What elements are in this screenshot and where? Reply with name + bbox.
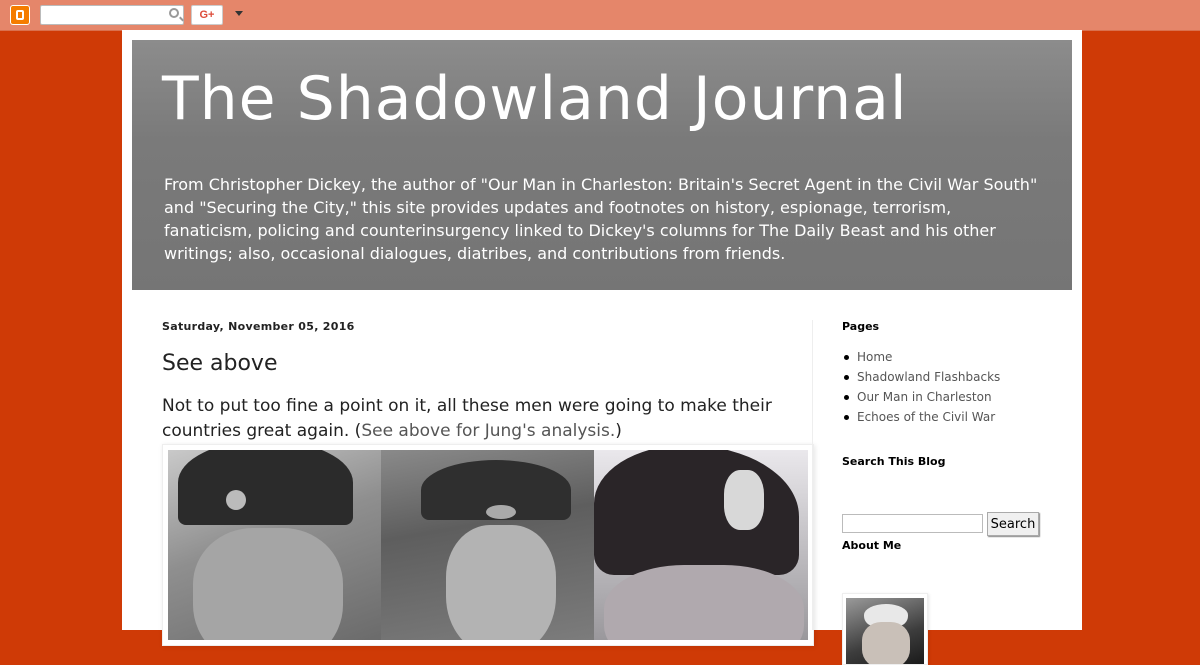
- avatar: [846, 598, 924, 664]
- blog-header: [132, 40, 1072, 290]
- chevron-down-icon[interactable]: [235, 11, 243, 16]
- page-link-shadowland-flashbacks[interactable]: Shadowland Flashbacks: [857, 367, 1000, 387]
- photo-cap-shape: [178, 450, 353, 525]
- photo-badge-shape: [486, 505, 516, 519]
- search-widget-title: Search This Blog: [842, 455, 946, 468]
- photo-mussolini: [594, 450, 808, 640]
- blogger-navbar: [0, 0, 1200, 31]
- blogger-logo-icon[interactable]: [10, 5, 30, 25]
- blog-search-input[interactable]: [842, 514, 983, 533]
- column-divider: [812, 320, 813, 630]
- navbar-search-input[interactable]: [40, 5, 184, 25]
- photo-hitler: [381, 450, 594, 640]
- google-plus-button[interactable]: G+: [191, 5, 223, 25]
- post-body-end: ): [615, 421, 622, 441]
- post-title[interactable]: See above: [162, 351, 278, 376]
- photo-face-shape: [604, 565, 804, 640]
- photo-face-shape: [193, 528, 343, 640]
- page-link-echoes-of-the-civil-war[interactable]: Echoes of the Civil War: [857, 407, 1000, 427]
- post-body-text: Not to put too fine a point on it, all these men were going to make their countries great again. (: [162, 396, 772, 441]
- post-date: Saturday, November 05, 2016: [162, 320, 355, 333]
- blog-container: [122, 30, 1082, 630]
- jung-analysis-link[interactable]: See above for Jung's analysis.: [361, 421, 616, 441]
- pages-list: [842, 347, 1000, 427]
- photo-cap-shape: [594, 450, 799, 575]
- page-link-our-man-in-charleston[interactable]: Our Man in Charleston: [857, 387, 1000, 407]
- photo-stalin: [168, 450, 381, 640]
- blog-title[interactable]: The Shadowland Journal: [162, 64, 908, 134]
- search-icon[interactable]: [169, 8, 179, 18]
- photo-badge-shape: [226, 490, 246, 510]
- page-link-home[interactable]: Home: [857, 347, 1000, 367]
- about-widget-title: About Me: [842, 539, 902, 552]
- photo-face-shape: [446, 525, 556, 640]
- search-button[interactable]: Search: [987, 512, 1039, 536]
- avatar-face-shape: [862, 622, 910, 664]
- blog-description: From Christopher Dickey, the author of "Our Man in Charleston: Britain's Secret Agent in the Civil War South" and "Securing the City," this site provides updates and footnotes on history, espionage, terrorism, fanaticism, policing and counterinsurgency linked to Dickey's columns for The Daily Beast and his other writings; also, occasional dialogues, diatribes, and contributions from friends.: [164, 175, 1038, 263]
- photo-badge-shape: [724, 470, 764, 530]
- post-image[interactable]: [162, 444, 814, 646]
- profile-photo[interactable]: [842, 593, 928, 665]
- pages-widget-title: Pages: [842, 320, 880, 333]
- post-body: [162, 394, 792, 444]
